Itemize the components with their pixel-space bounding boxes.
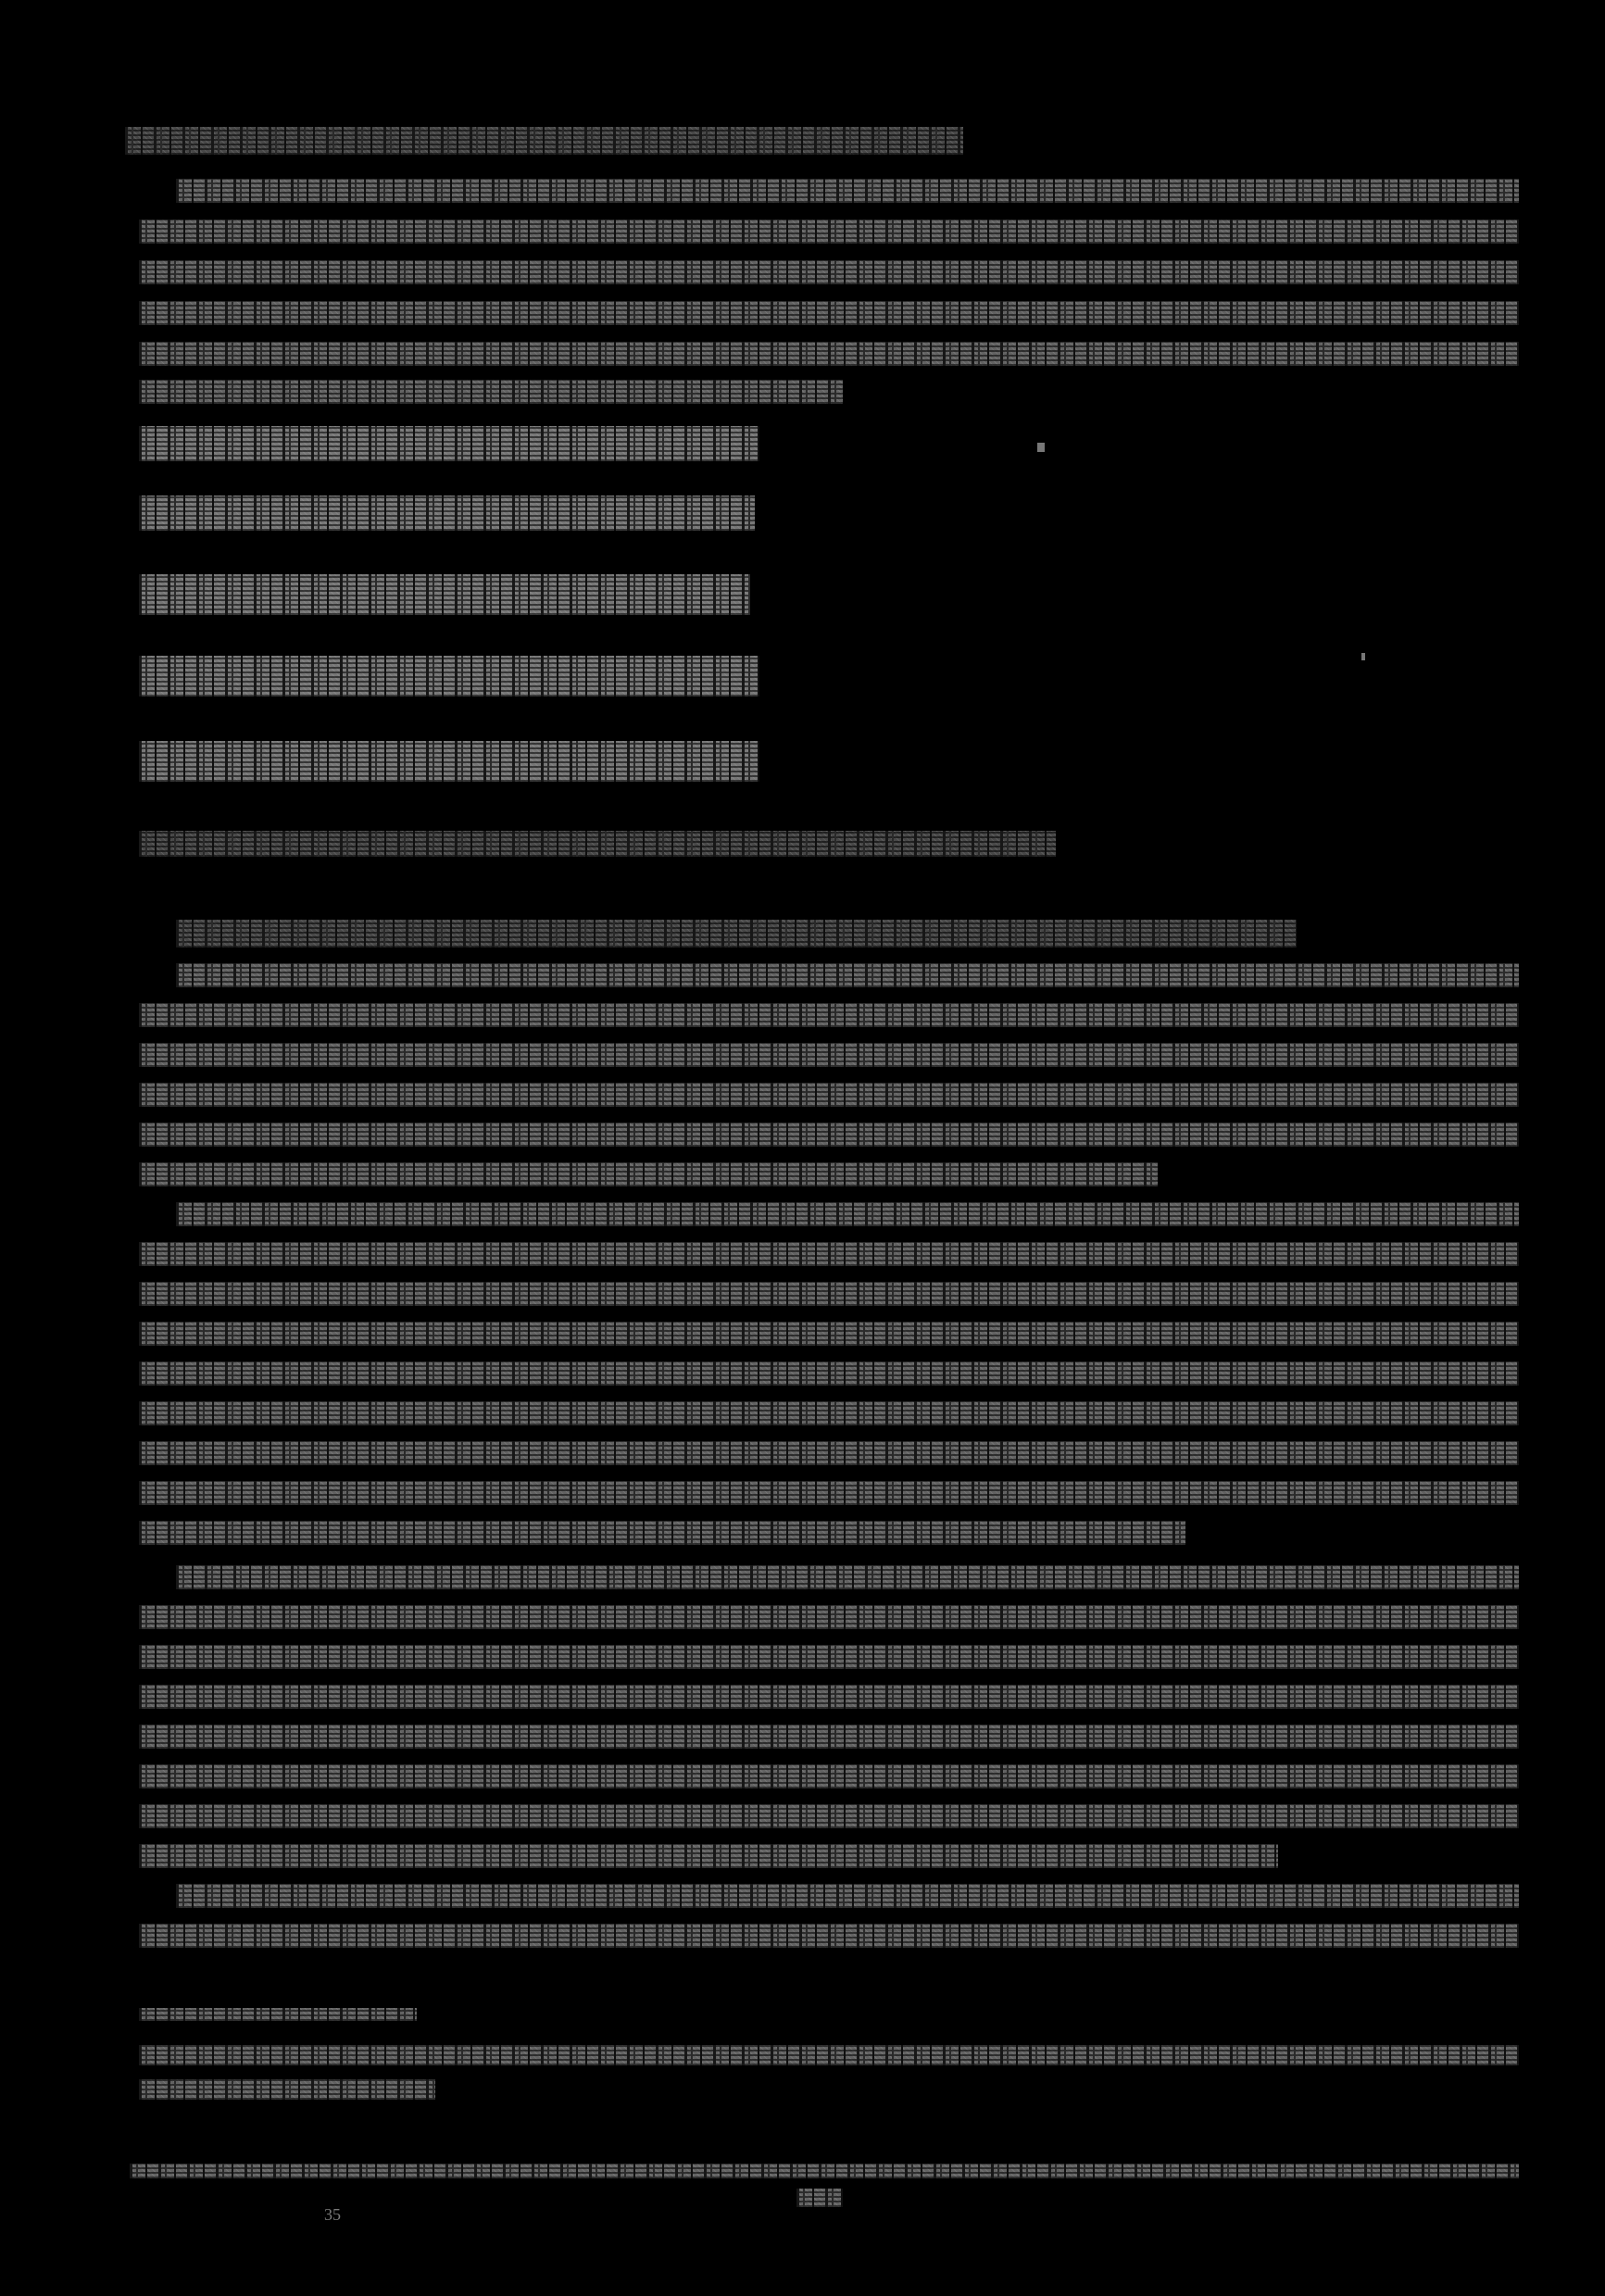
equation-number [1361, 653, 1365, 660]
caption-line [139, 831, 1056, 857]
paragraph-line [139, 1645, 1519, 1669]
page-number: 35 [324, 2205, 341, 2224]
section-heading-line [125, 127, 963, 155]
paragraph-line [176, 963, 1519, 987]
paragraph-line [139, 1043, 1519, 1067]
equation-line [139, 496, 755, 531]
paragraph-line [139, 1361, 1519, 1386]
equation-line [139, 574, 750, 615]
paragraph-line [176, 1202, 1519, 1226]
paragraph-line [139, 220, 1519, 244]
footnote-label-line [139, 2008, 417, 2021]
paragraph-line [139, 1162, 1158, 1186]
equation-number [1037, 443, 1045, 452]
footnote-line [139, 2079, 435, 2100]
equation-line [139, 741, 759, 782]
paragraph-line [139, 380, 843, 404]
paragraph-line [139, 1605, 1519, 1629]
paragraph-line [176, 1884, 1519, 1908]
running-footer-line [130, 2164, 1519, 2178]
paragraph-line [139, 260, 1519, 284]
paragraph-line [139, 1242, 1519, 1266]
paragraph-line [139, 1764, 1519, 1788]
subsection-heading-line [176, 920, 1297, 947]
paragraph-line [139, 1725, 1519, 1749]
paragraph-line [139, 1441, 1519, 1465]
paragraph-line [176, 1565, 1519, 1589]
paragraph-line [139, 1123, 1519, 1147]
paragraph-line [139, 1401, 1519, 1425]
paragraph-line [139, 1003, 1519, 1027]
paragraph-line [139, 1844, 1278, 1868]
paragraph-line [176, 179, 1519, 203]
footer-mark [796, 2189, 843, 2207]
paragraph-line [139, 1521, 1185, 1545]
equation-line [139, 656, 759, 696]
paragraph-line [139, 342, 1519, 366]
paragraph-line [139, 301, 1519, 325]
equation-line [139, 426, 759, 461]
paragraph-line [139, 1685, 1519, 1709]
paragraph-line [139, 1083, 1519, 1107]
paragraph-line [139, 1282, 1519, 1306]
footnote-line [139, 2045, 1519, 2065]
paragraph-line [139, 1481, 1519, 1505]
paragraph-line [139, 1322, 1519, 1346]
paragraph-line [139, 1924, 1519, 1948]
paragraph-line [139, 1804, 1519, 1828]
